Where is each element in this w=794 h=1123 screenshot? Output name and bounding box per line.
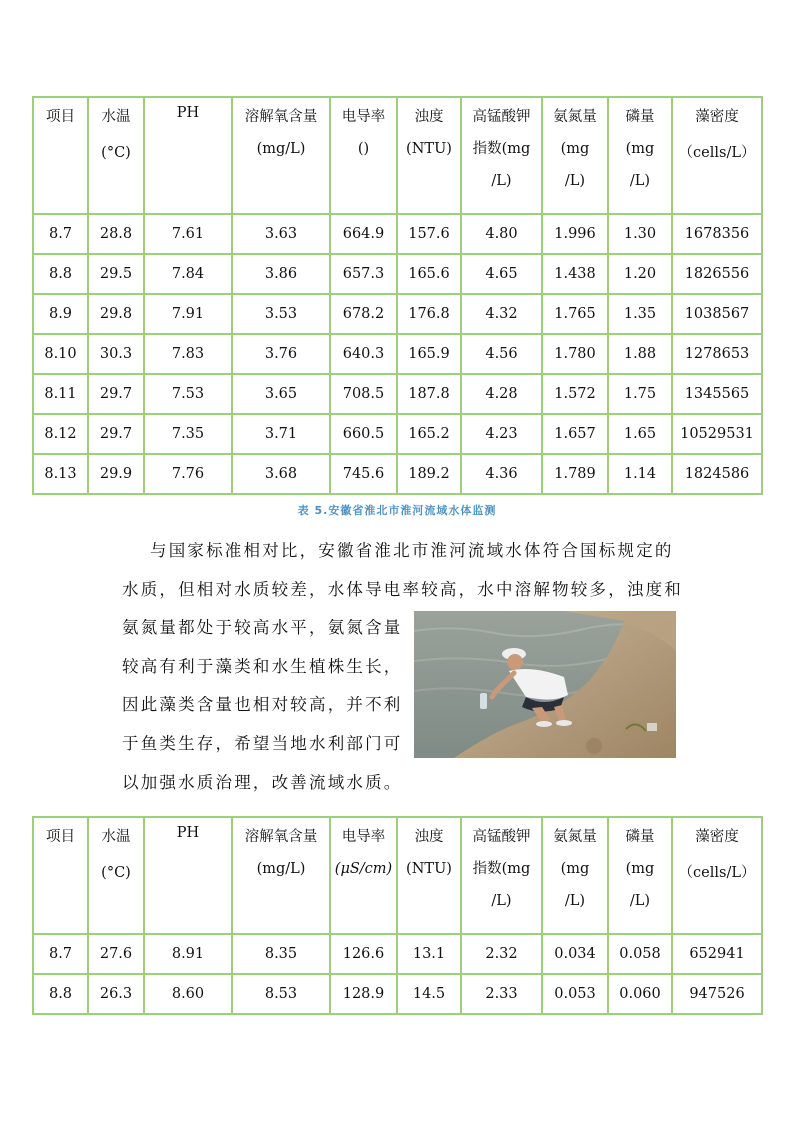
value-cell: 3.63 xyxy=(232,214,330,254)
paragraph-line: 因此藻类含量也相对较高，并不利 xyxy=(122,695,403,715)
table-row xyxy=(33,374,762,414)
value-cell: 29.5 xyxy=(88,254,144,294)
header-text: 指数(mg xyxy=(472,861,531,878)
value-cell: 640.3 xyxy=(330,334,397,374)
value-cell: 1.780 xyxy=(542,334,608,374)
value-cell: 664.9 xyxy=(330,214,397,254)
header-text: (°C) xyxy=(101,865,131,882)
value-cell: 7.35 xyxy=(144,414,232,454)
value-cell: 1.14 xyxy=(608,454,672,494)
value-cell: 7.84 xyxy=(144,254,232,294)
date-cell: 8.10 xyxy=(33,334,88,374)
value-cell: 745.6 xyxy=(330,454,397,494)
value-cell: 1.789 xyxy=(542,454,608,494)
paragraph-line: 水质，但相对水质较差，水体导电率较高，水中溶解物较多，浊度和 xyxy=(122,579,683,599)
value-cell: 0.058 xyxy=(608,934,672,974)
header-cell xyxy=(232,97,330,214)
value-cell: 3.76 xyxy=(232,334,330,374)
table-row xyxy=(33,214,762,254)
value-cell: 4.32 xyxy=(461,294,542,334)
header-text: 磷量 xyxy=(625,829,655,845)
header-text: 磷量 xyxy=(625,109,655,125)
value-cell: 189.2 xyxy=(397,454,461,494)
table-row xyxy=(33,414,762,454)
value-cell: 7.61 xyxy=(144,214,232,254)
value-cell: 1038567 xyxy=(672,294,762,334)
value-cell: 2.33 xyxy=(461,974,542,1014)
value-cell: 1345565 xyxy=(672,374,762,414)
value-cell: 3.71 xyxy=(232,414,330,454)
date-cell: 8.8 xyxy=(33,254,88,294)
date-cell: 8.9 xyxy=(33,294,88,334)
header-cell xyxy=(33,97,88,214)
value-cell: 128.9 xyxy=(330,974,397,1014)
value-cell: 1.765 xyxy=(542,294,608,334)
value-cell: 4.23 xyxy=(461,414,542,454)
value-cell: 176.8 xyxy=(397,294,461,334)
paragraph-line: 与国家标准相对比，安徽省淮北市淮河流域水体符合国标规定的 xyxy=(150,541,674,560)
header-text: 溶解氧含量 xyxy=(244,829,318,845)
header-text: (NTU) xyxy=(406,861,452,878)
header-text: 项目 xyxy=(46,829,75,845)
value-cell: 3.68 xyxy=(232,454,330,494)
header-text: (mg xyxy=(560,141,590,158)
value-cell: 28.8 xyxy=(88,214,144,254)
header-text: /L) xyxy=(629,173,651,190)
value-cell: 1.572 xyxy=(542,374,608,414)
date-cell: 8.12 xyxy=(33,414,88,454)
table-row xyxy=(33,934,762,974)
value-cell: 1.30 xyxy=(608,214,672,254)
paragraph-line: 氨氮量都处于较高水平，氨氮含量 xyxy=(122,618,403,638)
value-cell: 165.9 xyxy=(397,334,461,374)
value-cell: 1678356 xyxy=(672,214,762,254)
header-text: 溶解氧含量 xyxy=(244,109,318,125)
header-text: /L) xyxy=(629,893,651,910)
value-cell: 8.60 xyxy=(144,974,232,1014)
header-text: (mg/L) xyxy=(256,141,306,158)
table-row xyxy=(33,294,762,334)
value-cell: 0.034 xyxy=(542,934,608,974)
header-text: 水温 xyxy=(101,829,131,845)
value-cell: 8.91 xyxy=(144,934,232,974)
value-cell: 8.53 xyxy=(232,974,330,1014)
value-cell: 165.6 xyxy=(397,254,461,294)
value-cell: 2.32 xyxy=(461,934,542,974)
value-cell: 652941 xyxy=(672,934,762,974)
value-cell: 678.2 xyxy=(330,294,397,334)
header-cell xyxy=(461,97,542,214)
value-cell: 7.91 xyxy=(144,294,232,334)
header-cell xyxy=(397,817,461,934)
header-text: /L) xyxy=(564,893,586,910)
table-header-row xyxy=(33,97,762,214)
header-text: (mg xyxy=(625,141,655,158)
header-text: 藻密度 xyxy=(695,829,739,845)
header-text: 藻密度 xyxy=(695,109,739,125)
value-cell: 4.36 xyxy=(461,454,542,494)
table-row xyxy=(33,254,762,294)
value-cell: 0.053 xyxy=(542,974,608,1014)
header-text: 浊度 xyxy=(414,829,444,845)
header-cell xyxy=(672,97,762,214)
value-cell: 3.65 xyxy=(232,374,330,414)
water-sampling-photo xyxy=(414,611,676,758)
header-text: 浊度 xyxy=(414,109,444,125)
header-cell xyxy=(144,817,232,934)
table-caption: 表 5.安徽省淮北市淮河流域水体监测 xyxy=(297,504,497,517)
header-text: 高锰酸钾 xyxy=(472,109,531,125)
table-row xyxy=(33,454,762,494)
value-cell: 27.6 xyxy=(88,934,144,974)
value-cell: 1.20 xyxy=(608,254,672,294)
date-cell: 8.8 xyxy=(33,974,88,1014)
value-cell: 7.53 xyxy=(144,374,232,414)
date-cell: 8.13 xyxy=(33,454,88,494)
value-cell: 14.5 xyxy=(397,974,461,1014)
value-cell: 1278653 xyxy=(672,334,762,374)
header-text: (μS/cm) xyxy=(334,861,393,878)
header-text: 氨氮量 xyxy=(553,829,597,845)
paragraph-line: 于鱼类生存，希望当地水利部门可 xyxy=(122,733,403,753)
value-cell: 3.86 xyxy=(232,254,330,294)
header-text: /L) xyxy=(491,893,512,910)
header-text: 电导率 xyxy=(341,829,386,845)
value-cell: 26.3 xyxy=(88,974,144,1014)
header-text: （cells/L） xyxy=(678,865,756,882)
header-cell xyxy=(330,97,397,214)
value-cell: 3.53 xyxy=(232,294,330,334)
value-cell: 1.657 xyxy=(542,414,608,454)
value-cell: 13.1 xyxy=(397,934,461,974)
paragraph-line: 以加强水质治理，改善流域水质。 xyxy=(122,772,403,792)
header-text: () xyxy=(357,141,370,158)
header-cell xyxy=(144,97,232,214)
header-cell xyxy=(672,817,762,934)
value-cell: 1.438 xyxy=(542,254,608,294)
value-cell: 7.76 xyxy=(144,454,232,494)
header-cell xyxy=(542,97,608,214)
value-cell: 1.65 xyxy=(608,414,672,454)
header-text: 高锰酸钾 xyxy=(472,829,531,845)
value-cell: 660.5 xyxy=(330,414,397,454)
value-cell: 947526 xyxy=(672,974,762,1014)
header-text: PH xyxy=(176,825,200,841)
header-text: 项目 xyxy=(46,109,75,125)
date-cell: 8.7 xyxy=(33,214,88,254)
header-cell xyxy=(542,817,608,934)
value-cell: 157.6 xyxy=(397,214,461,254)
water-monitoring-table-1 xyxy=(32,96,763,495)
value-cell: 187.8 xyxy=(397,374,461,414)
header-cell xyxy=(232,817,330,934)
paragraph-line: 较高有利于藻类和水生植株生长， xyxy=(122,656,403,676)
header-text: (mg xyxy=(625,861,655,878)
value-cell: 165.2 xyxy=(397,414,461,454)
value-cell: 29.9 xyxy=(88,454,144,494)
header-cell xyxy=(397,97,461,214)
header-text: /L) xyxy=(564,173,586,190)
header-text: PH xyxy=(176,105,200,121)
header-cell xyxy=(608,817,672,934)
header-cell xyxy=(330,817,397,934)
date-cell: 8.11 xyxy=(33,374,88,414)
photo-illustration xyxy=(414,611,676,758)
table-row xyxy=(33,334,762,374)
value-cell: 1.75 xyxy=(608,374,672,414)
header-text: 指数(mg xyxy=(472,141,531,158)
table-row xyxy=(33,974,762,1014)
header-cell xyxy=(88,817,144,934)
header-cell xyxy=(608,97,672,214)
header-cell xyxy=(33,817,88,934)
value-cell: 708.5 xyxy=(330,374,397,414)
value-cell: 8.35 xyxy=(232,934,330,974)
value-cell: 1824586 xyxy=(672,454,762,494)
header-text: /L) xyxy=(491,173,512,190)
value-cell: 10529531 xyxy=(672,414,762,454)
value-cell: 1.35 xyxy=(608,294,672,334)
value-cell: 29.8 xyxy=(88,294,144,334)
value-cell: 4.80 xyxy=(461,214,542,254)
header-text: （cells/L） xyxy=(678,145,756,162)
value-cell: 126.6 xyxy=(330,934,397,974)
header-text: (°C) xyxy=(101,145,131,162)
header-cell xyxy=(88,97,144,214)
value-cell: 1826556 xyxy=(672,254,762,294)
header-text: 水温 xyxy=(101,109,131,125)
value-cell: 1.88 xyxy=(608,334,672,374)
value-cell: 0.060 xyxy=(608,974,672,1014)
header-text: (NTU) xyxy=(406,141,452,158)
value-cell: 30.3 xyxy=(88,334,144,374)
water-monitoring-table-2 xyxy=(32,816,763,1015)
header-text: (mg xyxy=(560,861,590,878)
value-cell: 29.7 xyxy=(88,374,144,414)
header-text: (mg/L) xyxy=(256,861,306,878)
table-header-row xyxy=(33,817,762,934)
value-cell: 7.83 xyxy=(144,334,232,374)
value-cell: 4.28 xyxy=(461,374,542,414)
value-cell: 1.996 xyxy=(542,214,608,254)
value-cell: 29.7 xyxy=(88,414,144,454)
header-cell xyxy=(461,817,542,934)
value-cell: 4.56 xyxy=(461,334,542,374)
date-cell: 8.7 xyxy=(33,934,88,974)
header-text: 电导率 xyxy=(341,109,386,125)
header-text: 氨氮量 xyxy=(553,109,597,125)
value-cell: 657.3 xyxy=(330,254,397,294)
value-cell: 4.65 xyxy=(461,254,542,294)
